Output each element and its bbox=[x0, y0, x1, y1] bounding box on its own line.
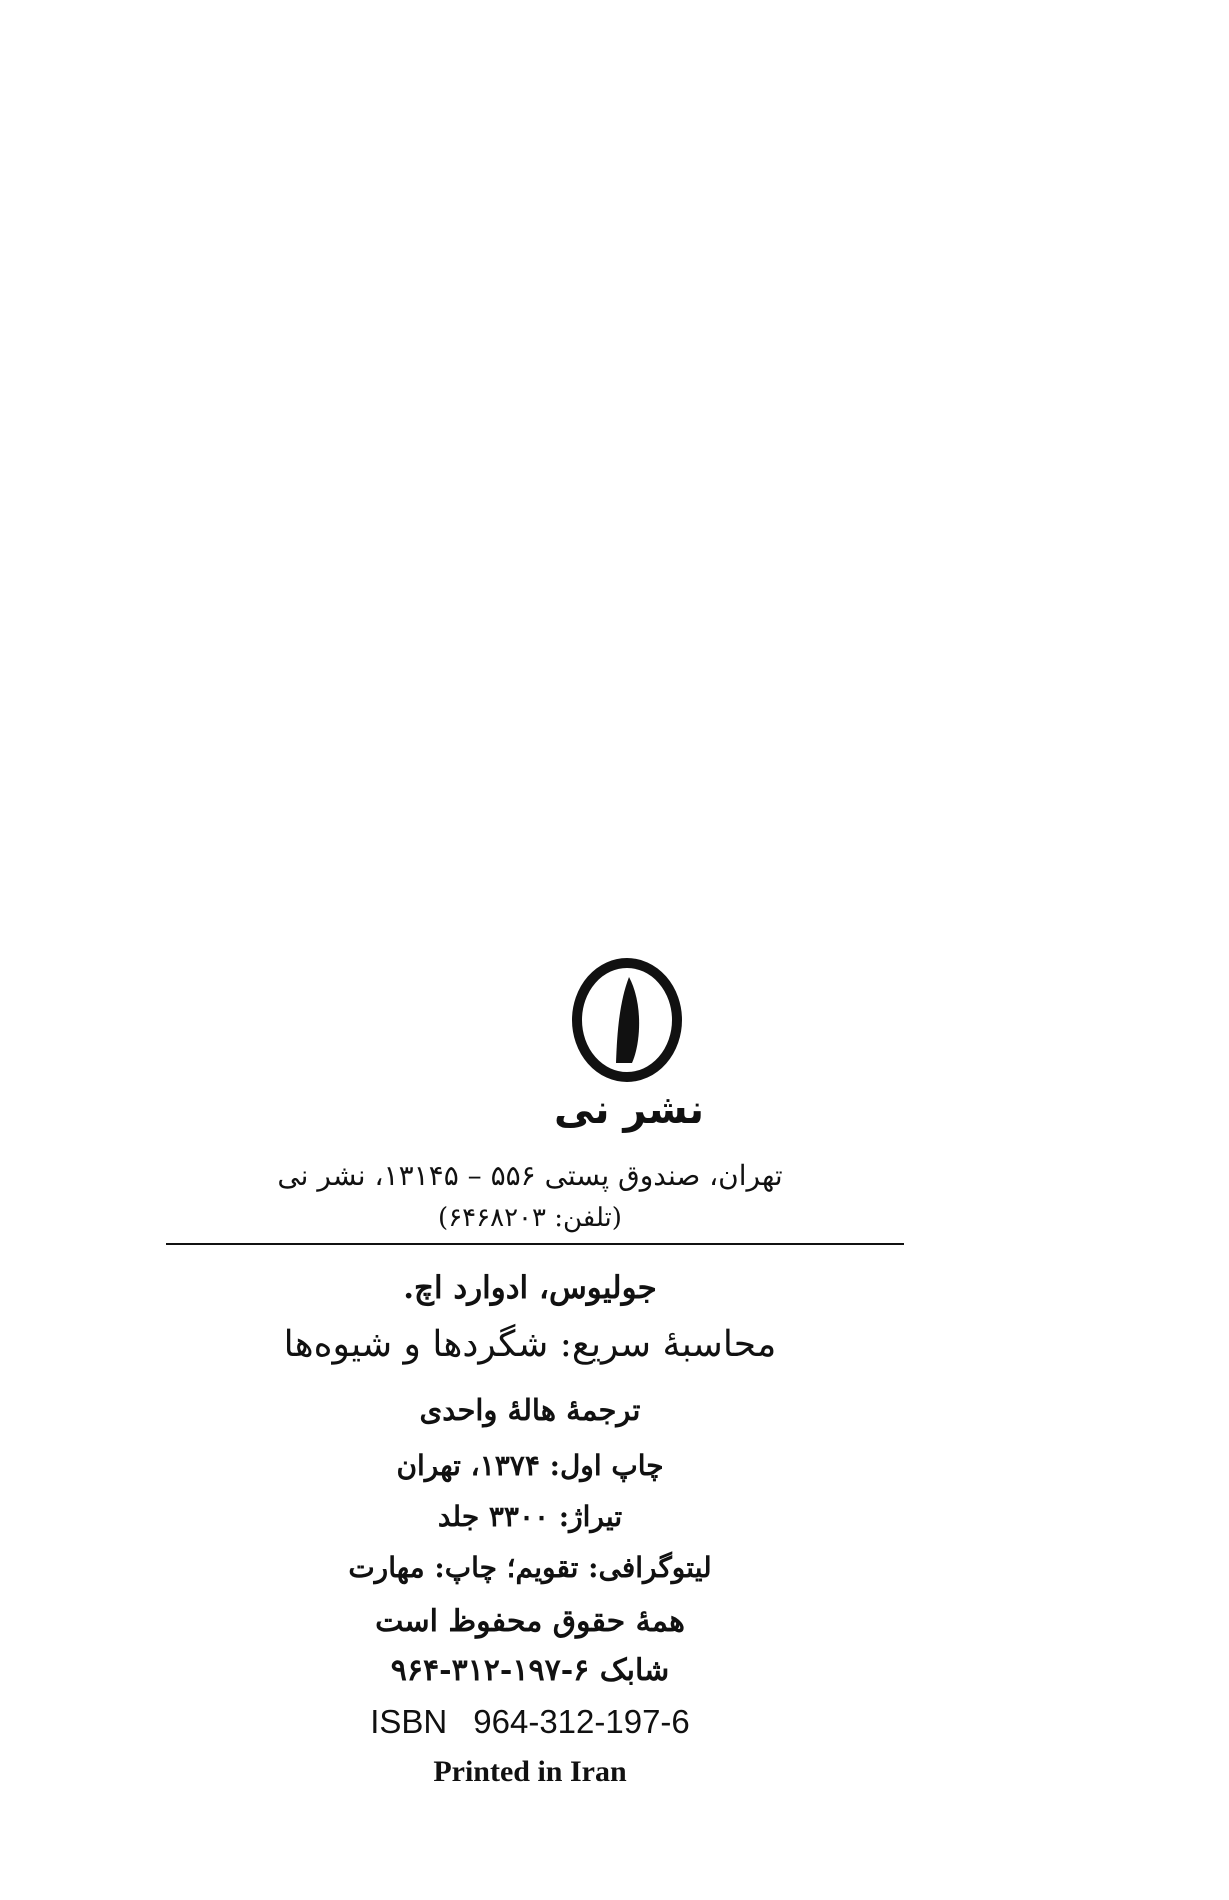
book-translator: ترجمهٔ هالهٔ واحدی bbox=[419, 1393, 641, 1427]
book-lithography: لیتوگرافی: تقویم؛ چاپ: مهارت bbox=[348, 1551, 712, 1584]
publisher-address: تهران، صندوق پستی ۵۵۶ – ۱۳۱۴۵، نشر نی bbox=[277, 1159, 783, 1192]
book-shabak: شابک ۶-۱۹۷-۳۱۲-۹۶۴ bbox=[390, 1653, 670, 1688]
book-edition: چاپ اول: ۱۳۷۴، تهران bbox=[396, 1449, 664, 1482]
publisher-logo-icon bbox=[569, 955, 685, 1085]
publisher-phone: (تلفن: ۶۴۶۸۲۰۳) bbox=[438, 1203, 622, 1233]
book-rights: همهٔ حقوق محفوظ است bbox=[375, 1604, 685, 1639]
book-isbn bbox=[160, 1705, 900, 1738]
book-print-run: تیراژ: ۳۳۰۰ جلد bbox=[437, 1500, 623, 1533]
divider bbox=[166, 1243, 904, 1245]
publisher-name: نشر نی bbox=[553, 1087, 705, 1133]
isbn-label: ISBN bbox=[370, 1703, 448, 1740]
book-title: محاسبهٔ سریع: شگردها و شیوه‌ها bbox=[283, 1324, 777, 1365]
printed-in: Printed in Iran bbox=[433, 1755, 627, 1788]
isbn-number: 964-312-197-6 bbox=[473, 1703, 690, 1740]
book-author: جولیوس، ادوارد اچ. bbox=[403, 1270, 657, 1306]
